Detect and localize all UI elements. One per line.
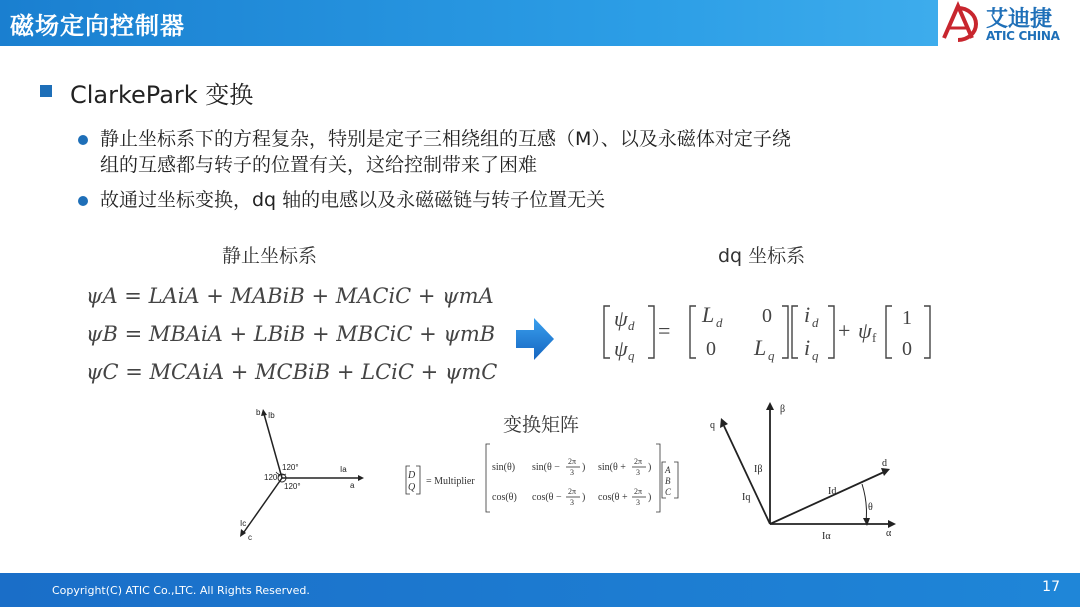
svg-text:0: 0 bbox=[706, 338, 716, 360]
svg-text:L: L bbox=[702, 302, 715, 327]
svg-text:0: 0 bbox=[902, 338, 912, 360]
atic-logo-icon bbox=[938, 0, 984, 46]
svg-text:q: q bbox=[768, 348, 775, 363]
dq-flux-matrix-equation bbox=[602, 300, 942, 366]
bullet-2-line-1: 故通过坐标变换，dq 轴的电感以及永磁磁链与转子位置无关 bbox=[100, 189, 606, 211]
section-bullet-icon bbox=[40, 85, 52, 97]
svg-text:q: q bbox=[812, 348, 819, 363]
svg-text:): ) bbox=[648, 492, 652, 503]
svg-text:d: d bbox=[716, 315, 723, 330]
svg-text:q: q bbox=[710, 420, 715, 431]
bullet-1-line-1: 静止坐标系下的方程复杂，特别是定子三相绕组的互感（M）、以及永磁体对定子绕 bbox=[100, 128, 791, 150]
svg-text:q: q bbox=[628, 348, 635, 363]
right-arrow-icon bbox=[516, 318, 554, 360]
svg-text:3: 3 bbox=[636, 468, 640, 477]
dq-alpha-beta-axes-diagram bbox=[702, 400, 902, 545]
logo bbox=[938, 0, 1080, 46]
svg-text:120°: 120° bbox=[264, 473, 281, 482]
svg-text:D: D bbox=[408, 470, 416, 481]
bullet-item-2 bbox=[100, 187, 900, 213]
svg-text:C: C bbox=[665, 487, 672, 497]
svg-text:sin(θ −: sin(θ − bbox=[532, 462, 560, 473]
clarke-park-transform-formula bbox=[402, 442, 682, 516]
svg-text:θ: θ bbox=[868, 502, 873, 513]
footer-bar bbox=[0, 573, 1080, 607]
bullet-icon bbox=[78, 196, 88, 206]
svg-text:d: d bbox=[628, 318, 635, 333]
svg-text:3: 3 bbox=[636, 498, 640, 507]
svg-text:Iα: Iα bbox=[822, 531, 831, 542]
svg-text:=: = bbox=[658, 318, 671, 343]
svg-text:cos(θ +: cos(θ + bbox=[598, 492, 628, 503]
svg-text:3: 3 bbox=[570, 498, 574, 507]
svg-text:sin(θ +: sin(θ + bbox=[598, 462, 626, 473]
flux-equation-b: ψB = MBAiA + LBiB + MBCiC + ψmB bbox=[86, 322, 496, 346]
svg-text:3: 3 bbox=[570, 468, 574, 477]
svg-text:d: d bbox=[812, 315, 819, 330]
bullet-item-1 bbox=[100, 126, 900, 178]
svg-text:ψ: ψ bbox=[614, 306, 628, 331]
svg-text:): ) bbox=[582, 462, 586, 473]
svg-text:= Multiplier: = Multiplier bbox=[426, 476, 475, 487]
svg-text:i: i bbox=[804, 335, 811, 360]
svg-text:c: c bbox=[248, 533, 252, 542]
flux-equation-c: ψC = MCAiA + MCBiB + LCiC + ψmC bbox=[86, 360, 498, 384]
three-phase-axes-diagram bbox=[230, 404, 370, 544]
page-number: 17 bbox=[1042, 579, 1060, 595]
svg-text:d: d bbox=[882, 458, 887, 469]
page-title: 磁场定向控制器 bbox=[10, 12, 185, 40]
svg-text:Ib: Ib bbox=[268, 411, 275, 420]
svg-text:1: 1 bbox=[902, 307, 912, 329]
svg-text:i: i bbox=[804, 302, 811, 327]
svg-text:A: A bbox=[665, 465, 671, 475]
svg-text:f: f bbox=[872, 330, 877, 345]
logo-text-en: ATIC CHINA bbox=[986, 29, 1060, 43]
svg-text:Q: Q bbox=[408, 482, 416, 493]
svg-text:): ) bbox=[648, 462, 652, 473]
svg-text:2π: 2π bbox=[568, 487, 577, 496]
svg-text:2π: 2π bbox=[634, 457, 643, 466]
svg-text:Id: Id bbox=[828, 486, 837, 497]
svg-text:2π: 2π bbox=[634, 487, 643, 496]
svg-text:ψ: ψ bbox=[858, 318, 872, 343]
svg-text:Ia: Ia bbox=[340, 465, 347, 474]
logo-text-cn: 艾迪捷 bbox=[986, 7, 1053, 32]
svg-text:Iβ: Iβ bbox=[754, 464, 763, 475]
svg-text:2π: 2π bbox=[568, 457, 577, 466]
svg-text:120°: 120° bbox=[282, 463, 299, 472]
bullet-1-line-2: 组的互感都与转子的位置有关，这给控制带来了困难 bbox=[100, 154, 538, 176]
svg-text:α: α bbox=[886, 528, 892, 539]
svg-text:Ic: Ic bbox=[240, 519, 247, 528]
bullet-icon bbox=[78, 135, 88, 145]
svg-text:L: L bbox=[754, 335, 767, 360]
svg-text:+: + bbox=[838, 318, 851, 343]
svg-text:b: b bbox=[256, 408, 261, 417]
svg-text:sin(θ): sin(θ) bbox=[492, 462, 516, 473]
svg-text:120°: 120° bbox=[284, 482, 301, 491]
svg-text:ψ: ψ bbox=[614, 336, 628, 361]
svg-text:cos(θ −: cos(θ − bbox=[532, 492, 562, 503]
section-title: ClarkePark 变换 bbox=[70, 81, 254, 109]
svg-text:a: a bbox=[350, 481, 355, 490]
svg-text:0: 0 bbox=[762, 305, 772, 327]
dq-frame-caption: dq 坐标系 bbox=[718, 245, 806, 267]
svg-text:β: β bbox=[780, 404, 786, 415]
svg-text:Iq: Iq bbox=[742, 492, 751, 503]
svg-text:cos(θ): cos(θ) bbox=[492, 492, 517, 503]
flux-equation-a: ψA = LAiA + MABiB + MACiC + ψmA bbox=[86, 284, 494, 308]
copyright-text: Copyright(C) ATIC Co.,LTC. All Rights Reserved. bbox=[52, 584, 310, 597]
svg-text:): ) bbox=[582, 492, 586, 503]
svg-text:B: B bbox=[665, 476, 671, 486]
transform-matrix-caption: 变换矩阵 bbox=[503, 414, 580, 436]
header-bar bbox=[0, 0, 1080, 46]
stationary-frame-caption: 静止坐标系 bbox=[222, 245, 318, 267]
